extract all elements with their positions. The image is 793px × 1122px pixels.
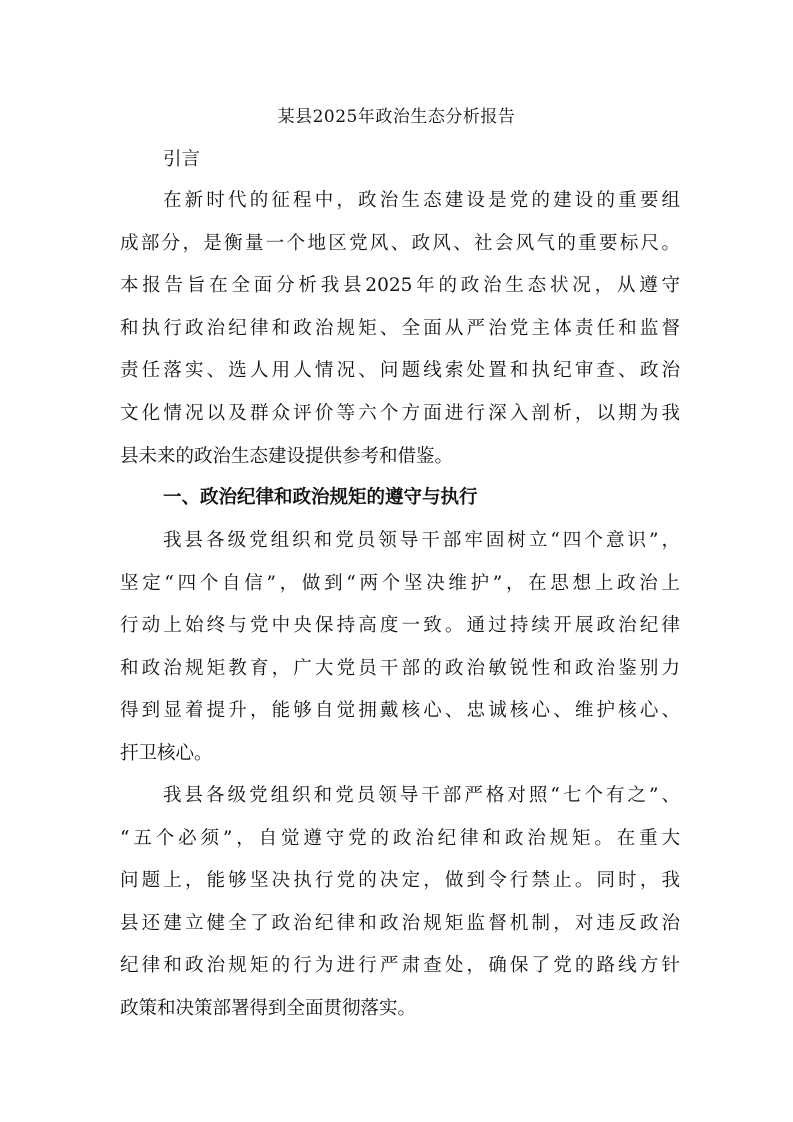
section-heading: 一、政治纪律和政治规矩的遵守与执行 bbox=[163, 487, 478, 508]
para1-line: 坚定“四个自信”，做到“两个坚决维护”，在思想上政治上 bbox=[120, 573, 680, 594]
document-title: 某县2025年政治生态分析报告 bbox=[277, 107, 516, 127]
intro-line: 县未来的政治生态建设提供参考和借鉴。 bbox=[120, 446, 454, 467]
para2-line: “五个必须”，自觉遵守党的政治纪律和政治规矩。在重大 bbox=[120, 828, 680, 849]
para1-line: 我县各级党组织和党员领导干部牢固树立“四个意识”， bbox=[163, 530, 680, 551]
para2-line: 纪律和政治规矩的行为进行严肃查处，确保了党的路线方针 bbox=[120, 955, 680, 976]
para2-line: 县还建立健全了政治纪律和政治规矩监督机制，对违反政治 bbox=[120, 913, 680, 934]
intro-line: 在新时代的征程中，政治生态建设是党的建设的重要组 bbox=[163, 190, 680, 211]
para1-line: 行动上始终与党中央保持高度一致。通过持续开展政治纪律 bbox=[120, 615, 680, 636]
intro-line: 成部分，是衡量一个地区党风、政风、社会风气的重要标尺。 bbox=[120, 233, 680, 254]
para2-line: 我县各级党组织和党员领导干部严格对照“七个有之”、 bbox=[163, 785, 680, 806]
intro-line: 和执行政治纪律和政治规矩、全面从严治党主体责任和监督 bbox=[120, 318, 680, 339]
para1-line: 和政治规矩教育，广大党员干部的政治敏锐性和政治鉴别力 bbox=[120, 658, 680, 679]
para2-line: 问题上，能够坚决执行党的决定，做到令行禁止。同时，我 bbox=[120, 870, 680, 891]
para1-line: 扞卫核心。 bbox=[120, 743, 213, 764]
para2-line: 政策和决策部署得到全面贯彻落实。 bbox=[120, 998, 417, 1019]
intro-label: 引言 bbox=[163, 149, 201, 170]
intro-line: 本报告旨在全面分析我县2025年的政治生态状况，从遵守 bbox=[120, 275, 680, 296]
intro-line: 文化情况以及群众评价等六个方面进行深入剖析，以期为我 bbox=[120, 403, 680, 424]
para1-line: 得到显着提升，能够自觉拥戴核心、忠诚核心、维护核心、 bbox=[120, 700, 680, 721]
intro-line: 责任落实、选人用人情况、问题线索处置和执纪审查、政治 bbox=[120, 360, 680, 381]
